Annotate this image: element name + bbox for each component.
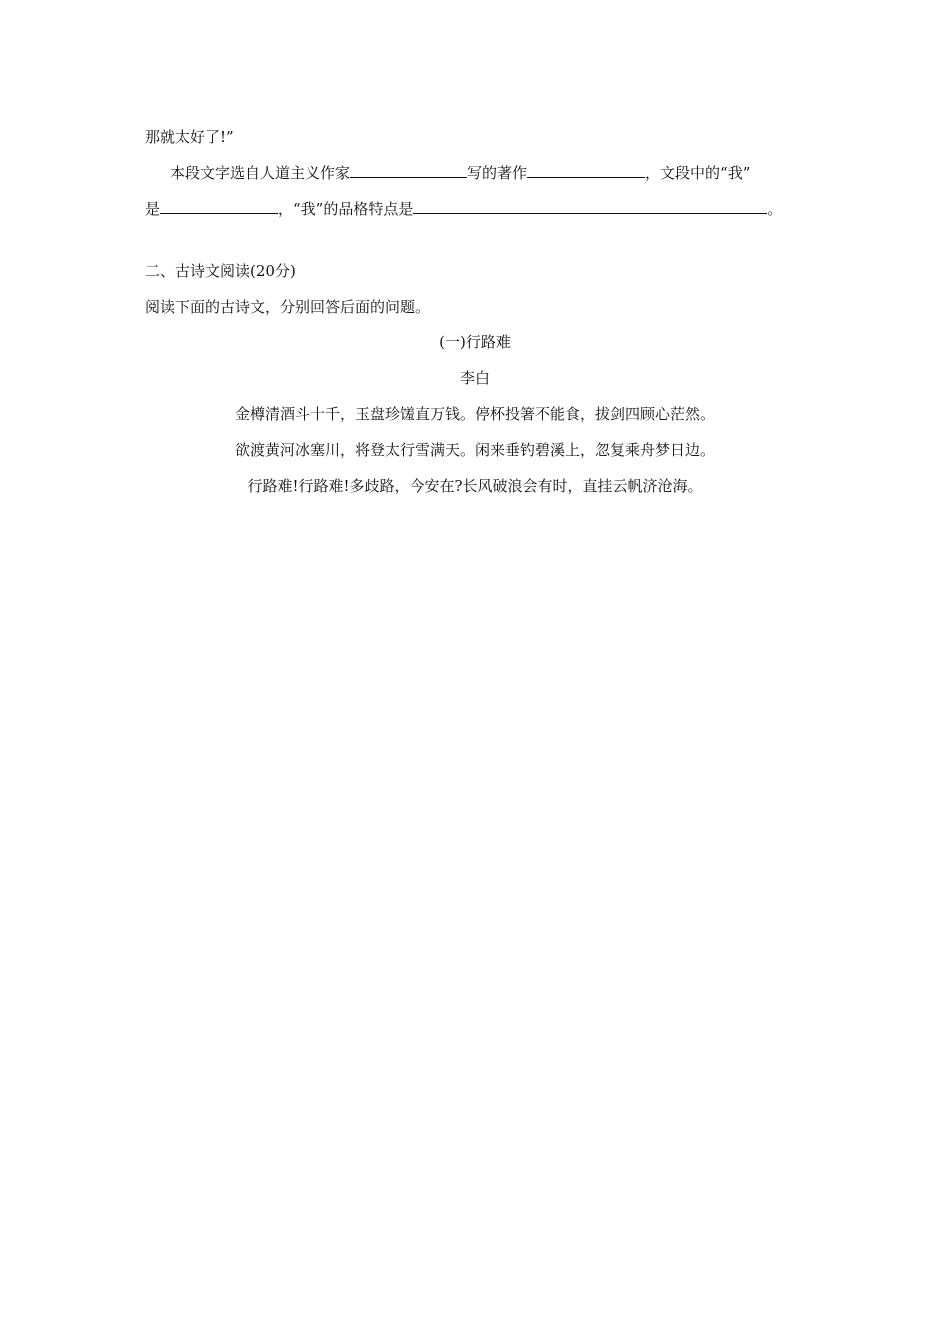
question-line-1: [170, 163, 750, 183]
poem-line: 金樽清酒斗十千，玉盘珍馐直万钱。停杯投箸不能食，拔剑四顾心茫然。: [234, 405, 715, 423]
book-answer-blank[interactable]: [527, 163, 645, 178]
author-answer-blank[interactable]: [350, 163, 467, 178]
question-intro: 本段文字选自人道主义作家: [170, 164, 351, 182]
section-instruction: 阅读下面的古诗文，分别回答后面的问题。: [145, 298, 431, 316]
question-mid2: ，文段中的“我”: [645, 164, 751, 182]
question-line2-start: 是: [145, 200, 161, 218]
passage-end-text: 那就太好了!”: [145, 128, 234, 146]
poem-author: 李白: [459, 369, 490, 387]
character-answer-blank[interactable]: [160, 199, 278, 214]
question-line-2: [145, 199, 782, 219]
question-mid1: 写的著作: [467, 164, 528, 182]
poem-line: 行路难!行路难!多歧路，今安在?长风破浪会有时，直挂云帆济沧海。: [247, 477, 703, 495]
poem-title: (一)行路难: [439, 333, 511, 351]
traits-answer-blank[interactable]: [413, 199, 767, 214]
poem-line: 欲渡黄河冰塞川，将登太行雪满天。闲来垂钓碧溪上，忽复乘舟梦日边。: [234, 441, 715, 459]
question-mid3: ，“我”的品格特点是: [278, 200, 414, 218]
question-end: 。: [767, 200, 783, 218]
section-heading: 二、古诗文阅读(20分): [145, 262, 296, 280]
